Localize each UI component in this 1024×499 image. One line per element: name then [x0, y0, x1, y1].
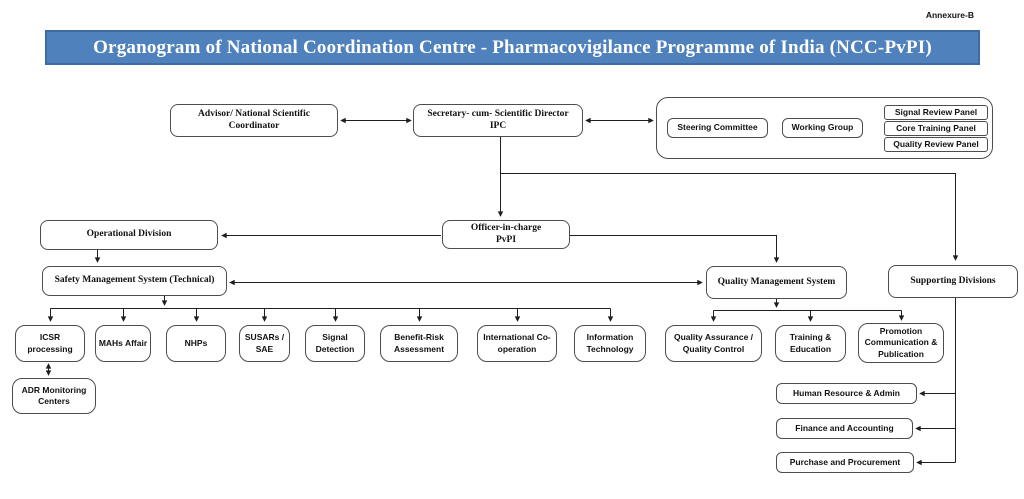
node-operational-division: Operational Division	[40, 220, 218, 250]
node-secretary-line1: Secretary- cum- Scientific Director	[427, 108, 569, 119]
node-officer-in-charge	[442, 220, 570, 249]
node-mahs-affair: MAHs Affair	[95, 325, 151, 362]
annexure-label: Annexure-B	[925, 10, 974, 20]
node-working-group: Working Group	[782, 118, 863, 138]
node-core-training-panel: Core Training Panel	[884, 121, 988, 136]
node-signal-review-panel: Signal Review Panel	[884, 105, 988, 120]
node-signal-detection: Signal Detection	[305, 325, 365, 362]
node-purchase-procurement: Purchase and Procurement	[776, 452, 914, 473]
node-icsr-processing: ICSR processing	[15, 325, 85, 362]
node-officer-line2: PvPI	[495, 234, 517, 245]
node-secretary-line2: IPC	[489, 120, 507, 131]
node-secretary	[413, 104, 583, 137]
node-quality-assurance-control: Quality Assurance / Quality Control	[665, 325, 762, 362]
title-banner	[45, 30, 980, 65]
node-human-resource-admin: Human Resource & Admin	[776, 383, 917, 404]
node-safety-management-system: Safety Management System (Technical)	[42, 266, 227, 296]
node-adr-monitoring-centers: ADR Monitoring Centers	[12, 378, 96, 414]
node-promotion-communication-publication: Promotion Communication & Publication	[858, 323, 944, 363]
node-supporting-divisions: Supporting Divisions	[888, 265, 1018, 298]
node-advisor: Advisor/ National Scientific Coordinator	[170, 104, 338, 137]
node-finance-accounting: Finance and Accounting	[776, 418, 913, 439]
page-title: Organogram of National Coordination Centre - Pharmacovigilance Programme of India (NCC-PvPI)	[93, 36, 932, 58]
node-training-education: Training & Education	[775, 325, 846, 362]
node-international-cooperation: International Co-operation	[477, 325, 557, 362]
node-officer-line1: Officer-in-charge	[470, 222, 542, 233]
node-susars-sae: SUSARs / SAE	[239, 325, 290, 362]
node-quality-management-system: Quality Management System	[706, 266, 847, 299]
node-steering-committee: Steering Committee	[667, 118, 768, 138]
node-information-technology: Information Technology	[574, 325, 646, 362]
node-benefit-risk-assessment: Benefit-Risk Assessment	[380, 325, 458, 362]
node-quality-review-panel: Quality Review Panel	[884, 137, 988, 152]
node-nhps: NHPs	[166, 325, 226, 362]
